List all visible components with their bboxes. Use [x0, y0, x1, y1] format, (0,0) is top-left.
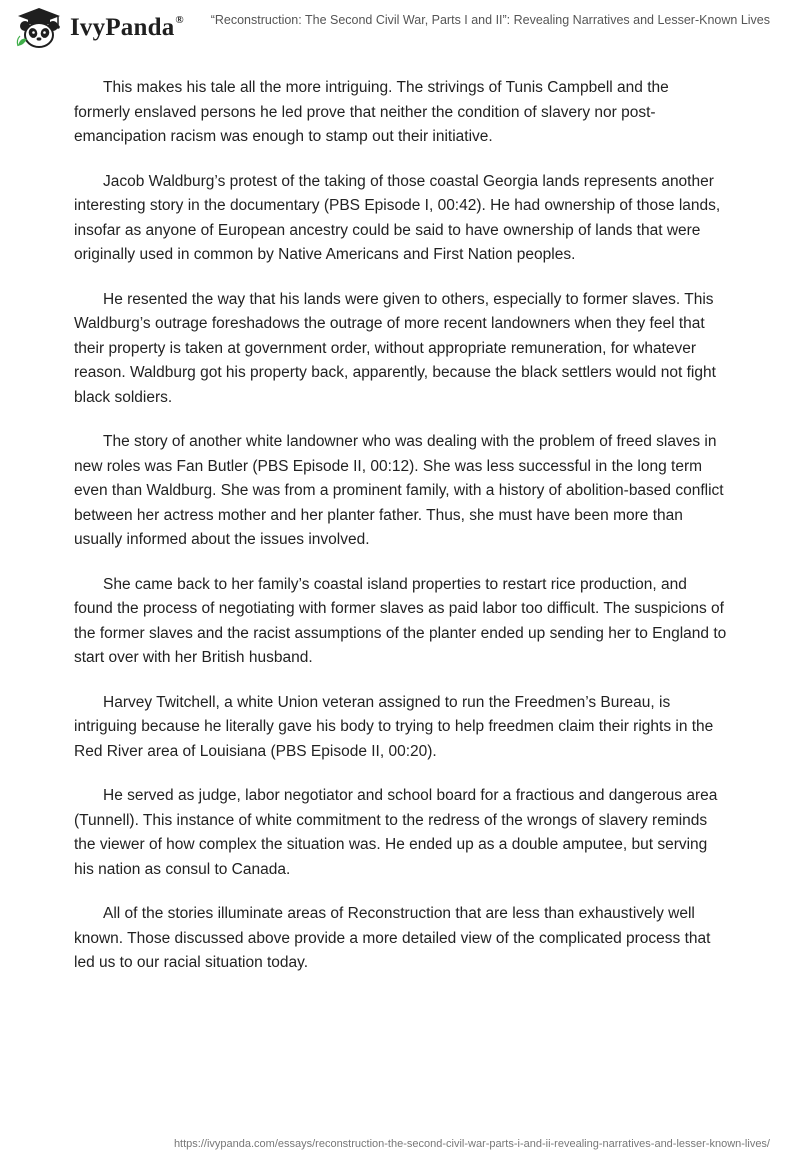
paragraph: He resented the way that his lands were given to others, especially to former slaves. This Waldburg’s outrage foreshadows the outrage of more recent landowners when they feel that their property is taken at government order, without appropriate remuneration, for whatever reason. Waldburg got his property back, apparently, because the black settlers would not fight black soldiers. [74, 290, 716, 406]
paragraph: This makes his tale all the more intriguing. The strivings of Tunis Campbell and the formerly enslaved persons he led prove that neither the condition of slavery nor post-emancipation racism was enough to stamp out their initiative. [74, 79, 669, 145]
paragraph: She came back to her family’s coastal island properties to restart rice production, and found the process of negotiating with former slaves as paid labor too difficult. The suspicions of the former slaves and the racist assumptions of the planter ended up sending her to England to start over with her British husband. [74, 575, 727, 666]
paragraph: He served as judge, labor negotiator and school board for a fractious and dangerous area (Tunnell). This instance of white commitment to the redress of the wrongs of slavery reminds the viewer of how complex the situation was. He ended up as a double amputee, but serving his nation as consul to Canada. [74, 787, 718, 878]
document-title: “Reconstruction: The Second Civil War, Parts I and II”: Revealing Narratives and Lesser-Known Lives [210, 13, 770, 27]
panda-graduate-icon [14, 6, 64, 50]
registered-mark: ® [175, 14, 184, 26]
logo-text: IvyPanda® [70, 14, 184, 41]
paragraph: All of the stories illuminate areas of Reconstruction that are less than exhaustively well known. Those discussed above provide a more detailed view of the complicated process that led us to our racial situation today. [74, 905, 711, 971]
paragraph: Harvey Twitchell, a white Union veteran assigned to run the Freedmen’s Bureau, is intriguing because he literally gave his body to trying to help freedmen claim their rights in the Red River area of Louisiana (PBS Episode II, 00:20). [74, 693, 714, 760]
page-header [0, 0, 800, 60]
paragraph: The story of another white landowner who was dealing with the problem of freed slaves in new roles was Fan Butler (PBS Episode II, 00:12). She was less successful in the long term even than Waldburg. She was from a prominent family, with a history of abolition-based conflict between her actress mother and her planter father. Thus, she must have been more than usually informed about the issues involved. [74, 433, 724, 548]
ivypanda-logo[interactable] [14, 6, 214, 50]
essay-body [74, 76, 728, 996]
paragraph: Jacob Waldburg’s protest of the taking of those coastal Georgia lands represents another interesting story in the documentary (PBS Episode I, 00:42). He had ownership of those lands, insofar as anyone of European ancestry could be said to have ownership of lands that were originally used in common by Native Americans and First Nation peoples. [74, 172, 721, 263]
source-url[interactable]: https://ivypanda.com/essays/reconstruction-the-second-civil-war-parts-i-and-ii-revealing-narratives-and-lesser-known-lives/ [173, 1138, 770, 1150]
